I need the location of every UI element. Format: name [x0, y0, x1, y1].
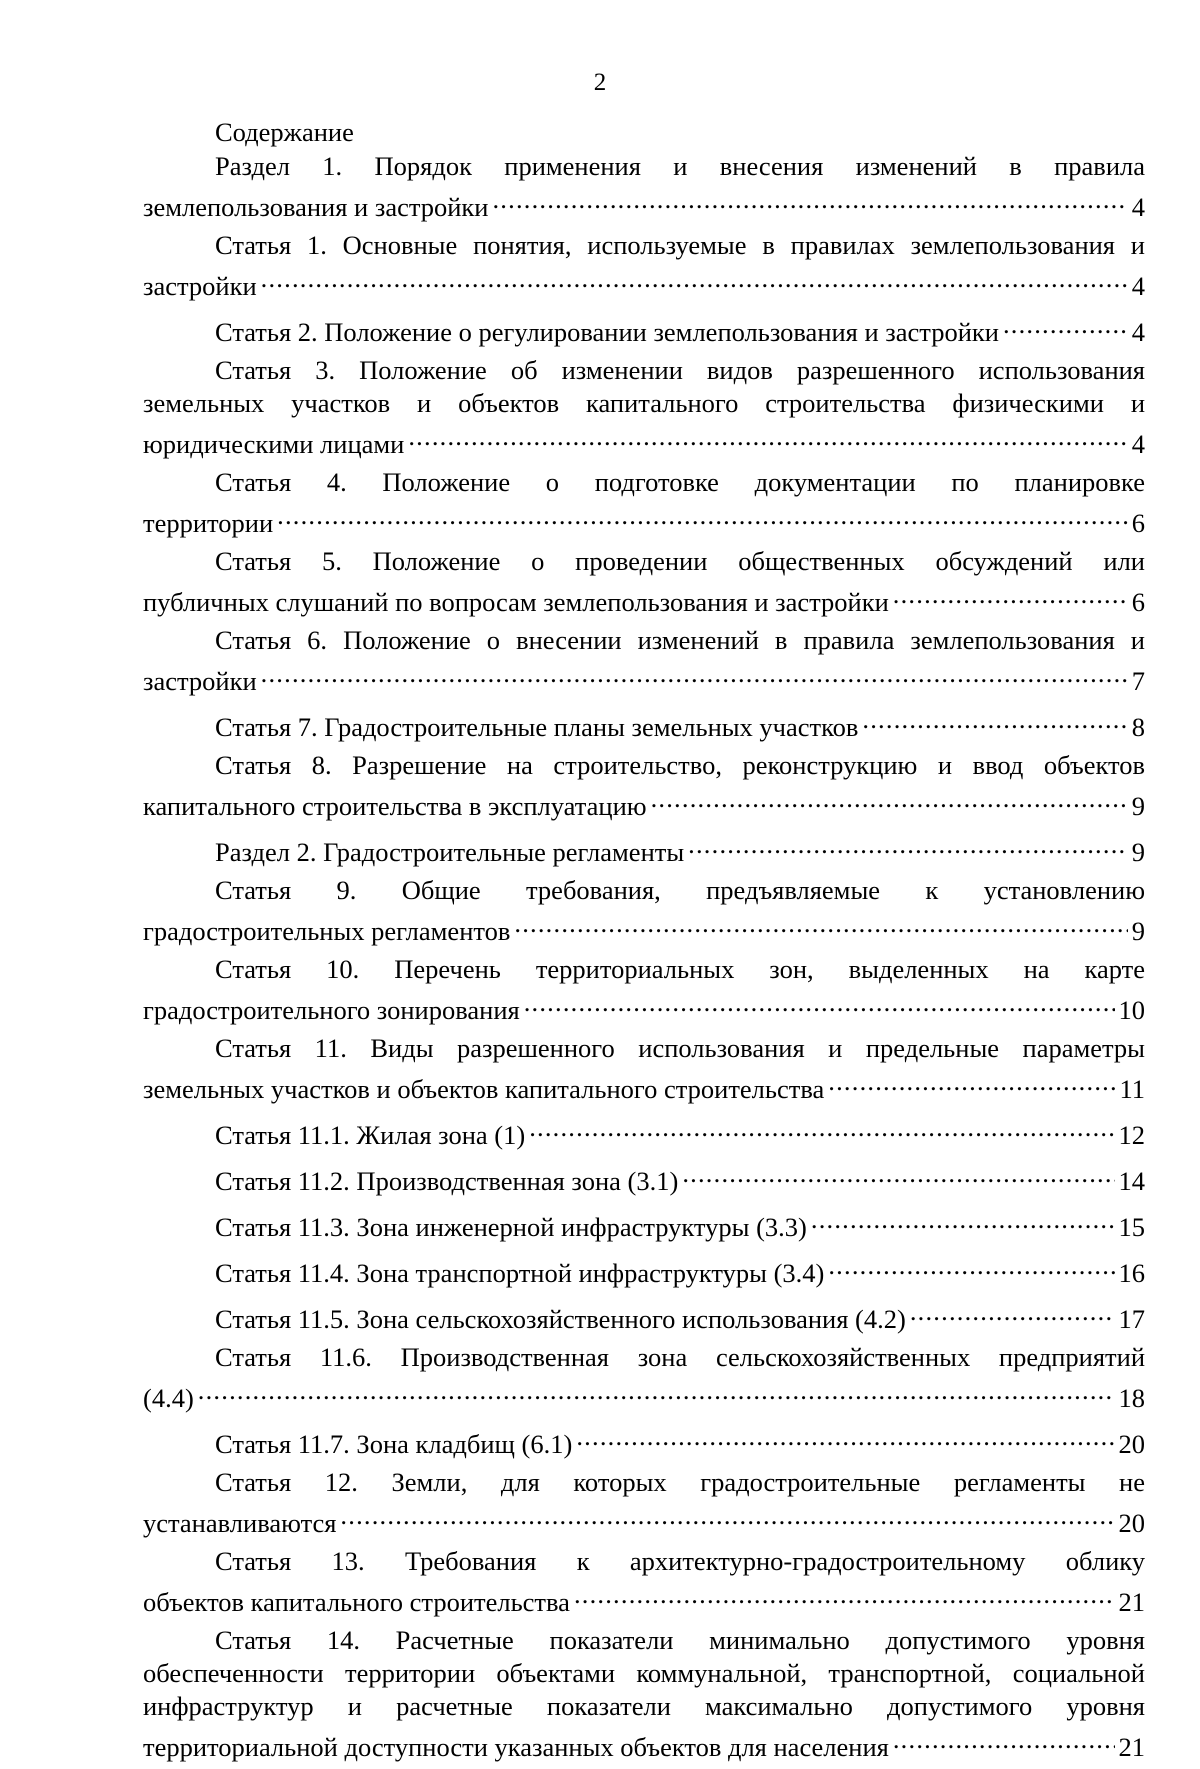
toc-entry-last-line	[143, 1295, 1145, 1336]
toc-entry-last-line	[143, 703, 1145, 744]
dot-leader	[408, 420, 1127, 453]
toc-page-number: 4	[1131, 429, 1145, 459]
toc-entry[interactable]	[143, 1249, 1145, 1290]
toc-entry-last-line	[143, 1420, 1145, 1461]
toc-entry-title: (4.4)	[143, 1383, 194, 1413]
toc-entry[interactable]	[143, 1624, 1145, 1764]
dot-leader	[529, 1111, 1114, 1144]
toc-entry[interactable]	[143, 1295, 1145, 1336]
toc-entry-line: Статья 4. Положение о подготовке документации по планировке	[215, 467, 1145, 497]
toc-entry-last-line	[143, 1157, 1145, 1198]
toc-page-number: 6	[1131, 508, 1145, 538]
toc-entry-last-line	[143, 499, 1145, 540]
toc-entry-title: Статья 11.7. Зона кладбищ (6.1)	[215, 1429, 573, 1459]
dot-leader	[910, 1295, 1115, 1328]
toc-entry-line: Статья 14. Расчетные показатели минимально допустимого уровня	[215, 1625, 1145, 1655]
toc-entry-line: Статья 11. Виды разрешенного использования и предельные параметры	[215, 1033, 1145, 1063]
toc-page-number: 8	[1131, 712, 1145, 742]
dot-leader	[893, 1723, 1115, 1756]
dot-leader	[1003, 308, 1128, 341]
toc-page-number: 6	[1131, 587, 1145, 617]
toc-entry[interactable]	[143, 1545, 1145, 1619]
toc-page-number: 4	[1131, 317, 1145, 347]
toc-entry-title: устанавливаются	[143, 1508, 337, 1538]
toc-entry-last-line	[143, 828, 1145, 869]
toc-entries	[143, 150, 1145, 1764]
toc-page-number: 4	[1131, 192, 1145, 222]
toc-entry[interactable]	[143, 624, 1145, 698]
toc-entry[interactable]	[143, 150, 1145, 224]
toc-entry-title: капитального строительства в эксплуатацию	[143, 791, 647, 821]
toc-entry[interactable]	[143, 229, 1145, 303]
toc-entry-line: инфраструктур и расчетные показатели максимально допустимого уровня	[143, 1691, 1145, 1721]
toc-entry-title: объектов капитального строительства	[143, 1587, 570, 1617]
toc-entry-line: Статья 10. Перечень территориальных зон, выделенных на карте	[215, 954, 1145, 984]
dot-leader	[828, 1065, 1115, 1098]
dot-leader	[862, 703, 1127, 736]
dot-leader	[198, 1374, 1115, 1407]
toc-entry-last-line	[143, 1203, 1145, 1244]
toc-entry-title: Статья 11.3. Зона инженерной инфраструктуры (3.3)	[215, 1212, 807, 1242]
toc-entry-title: Статья 2. Положение о регулировании землепользования и застройки	[215, 317, 999, 347]
toc-page-number: 9	[1131, 837, 1145, 867]
toc-entry-title: Статья 11.4. Зона транспортной инфраструктуры (3.4)	[215, 1258, 825, 1288]
toc-entry-line: Статья 9. Общие требования, предъявляемые к установлению	[215, 875, 1145, 905]
toc-entry[interactable]	[143, 874, 1145, 948]
toc-entry-line: Статья 11.6. Производственная зона сельскохозяйственных предприятий	[215, 1342, 1145, 1372]
dot-leader	[688, 828, 1128, 861]
toc-entry[interactable]	[143, 545, 1145, 619]
toc-entry-last-line	[143, 578, 1145, 619]
toc-page-number: 14	[1118, 1166, 1145, 1196]
toc-entry-last-line	[143, 262, 1145, 303]
toc-page-number: 21	[1118, 1587, 1145, 1617]
toc-entry-title: градостроительного зонирования	[143, 995, 520, 1025]
toc-entry-title: застройки	[143, 666, 257, 696]
toc-entry-last-line	[143, 1578, 1145, 1619]
toc-page-number: 16	[1118, 1258, 1145, 1288]
toc-entry-line: Раздел 1. Порядок применения и внесения изменений в правила	[215, 151, 1145, 181]
dot-leader	[524, 986, 1115, 1019]
toc-page-number: 20	[1118, 1508, 1145, 1538]
toc-page-number: 20	[1118, 1429, 1145, 1459]
toc-page-number: 11	[1119, 1074, 1145, 1104]
table-of-contents	[143, 116, 1145, 1769]
toc-entry[interactable]	[143, 828, 1145, 869]
toc-entry-line: обеспеченности территории объектами коммунальной, транспортной, социальной	[143, 1658, 1145, 1688]
toc-entry-line: Статья 13. Требования к архитектурно-градостроительному облику	[215, 1546, 1145, 1576]
toc-page-number: 9	[1131, 916, 1145, 946]
toc-entry-last-line	[143, 907, 1145, 948]
toc-entry[interactable]	[143, 1420, 1145, 1461]
toc-entry-title: Статья 11.2. Производственная зона (3.1)	[215, 1166, 679, 1196]
toc-page-number: 4	[1131, 271, 1145, 301]
dot-leader	[492, 183, 1127, 216]
toc-entry-last-line	[143, 1374, 1145, 1415]
toc-entry-last-line	[143, 1499, 1145, 1540]
toc-entry[interactable]	[143, 1341, 1145, 1415]
toc-entry-title: градостроительных регламентов	[143, 916, 511, 946]
toc-page-number: 18	[1118, 1383, 1145, 1413]
dot-leader	[277, 499, 1128, 532]
toc-page-number: 17	[1118, 1304, 1145, 1334]
dot-leader	[261, 262, 1128, 295]
dot-leader	[574, 1578, 1115, 1611]
toc-entry-last-line	[143, 657, 1145, 698]
toc-entry-line: Статья 5. Положение о проведении общественных обсуждений или	[215, 546, 1145, 576]
toc-entry[interactable]	[143, 1032, 1145, 1106]
toc-entry-line: земельных участков и объектов капитального строительства физическими и	[143, 388, 1145, 418]
toc-entry[interactable]	[143, 1111, 1145, 1152]
toc-entry-line: Статья 3. Положение об изменении видов разрешенного использования	[215, 355, 1145, 385]
toc-entry[interactable]	[143, 1203, 1145, 1244]
toc-entry[interactable]	[143, 953, 1145, 1027]
toc-entry[interactable]	[143, 1466, 1145, 1540]
dot-leader	[893, 578, 1128, 611]
toc-entry-last-line	[143, 183, 1145, 224]
toc-entry-title: землепользования и застройки	[143, 192, 489, 222]
toc-entry-last-line	[143, 1249, 1145, 1290]
page-number: 2	[593, 69, 607, 96]
toc-page-number: 15	[1118, 1212, 1145, 1242]
toc-entry-line: Статья 1. Основные понятия, используемые в правилах землепользования и	[215, 230, 1145, 260]
toc-entry-last-line	[143, 1111, 1145, 1152]
toc-entry[interactable]	[143, 1157, 1145, 1198]
toc-page-number: 12	[1118, 1120, 1145, 1150]
toc-entry-last-line	[143, 1723, 1145, 1764]
toc-entry-line: Статья 6. Положение о внесении изменений в правила землепользования и	[215, 625, 1145, 655]
toc-entry-last-line	[143, 308, 1145, 349]
toc-entry-title: Раздел 2. Градостроительные регламенты	[215, 837, 685, 867]
toc-entry-title: Статья 11.1. Жилая зона (1)	[215, 1120, 526, 1150]
toc-entry-title: застройки	[143, 271, 257, 301]
toc-page-number: 7	[1131, 666, 1145, 696]
toc-entry[interactable]	[143, 308, 1145, 349]
toc-entry-title: юридическими лицами	[143, 429, 405, 459]
toc-entry-title: Статья 11.5. Зона сельскохозяйственного использования (4.2)	[215, 1304, 906, 1334]
toc-page-number: 21	[1118, 1732, 1145, 1762]
toc-entry-last-line	[143, 782, 1145, 823]
toc-entry-title: Статья 7. Градостроительные планы земельных участков	[215, 712, 859, 742]
dot-leader	[682, 1157, 1114, 1190]
dot-leader	[340, 1499, 1114, 1532]
toc-entry[interactable]	[143, 354, 1145, 461]
toc-entry-title: земельных участков и объектов капитального строительства	[143, 1074, 825, 1104]
toc-entry-last-line	[143, 420, 1145, 461]
toc-entry-line: Статья 8. Разрешение на строительство, реконструкцию и ввод объектов	[215, 750, 1145, 780]
toc-entry-last-line	[143, 986, 1145, 1027]
toc-entry-last-line	[143, 1065, 1145, 1106]
toc-entry-line: Статья 12. Земли, для которых градостроительные регламенты не	[215, 1467, 1145, 1497]
dot-leader	[651, 782, 1128, 815]
toc-page-number: 9	[1131, 791, 1145, 821]
dot-leader	[576, 1420, 1114, 1453]
toc-entry[interactable]	[143, 466, 1145, 540]
toc-entry-title: территории	[143, 508, 274, 538]
dot-leader	[261, 657, 1128, 690]
dot-leader	[828, 1249, 1114, 1282]
dot-leader	[811, 1203, 1115, 1236]
toc-entry-title: территориальной доступности указанных объектов для населения	[143, 1732, 889, 1762]
toc-heading: Содержание	[215, 117, 354, 147]
toc-entry[interactable]	[143, 749, 1145, 823]
toc-entry[interactable]	[143, 703, 1145, 744]
dot-leader	[514, 907, 1127, 940]
toc-entry-title: публичных слушаний по вопросам землепользования и застройки	[143, 587, 889, 617]
toc-page-number: 10	[1118, 995, 1145, 1025]
